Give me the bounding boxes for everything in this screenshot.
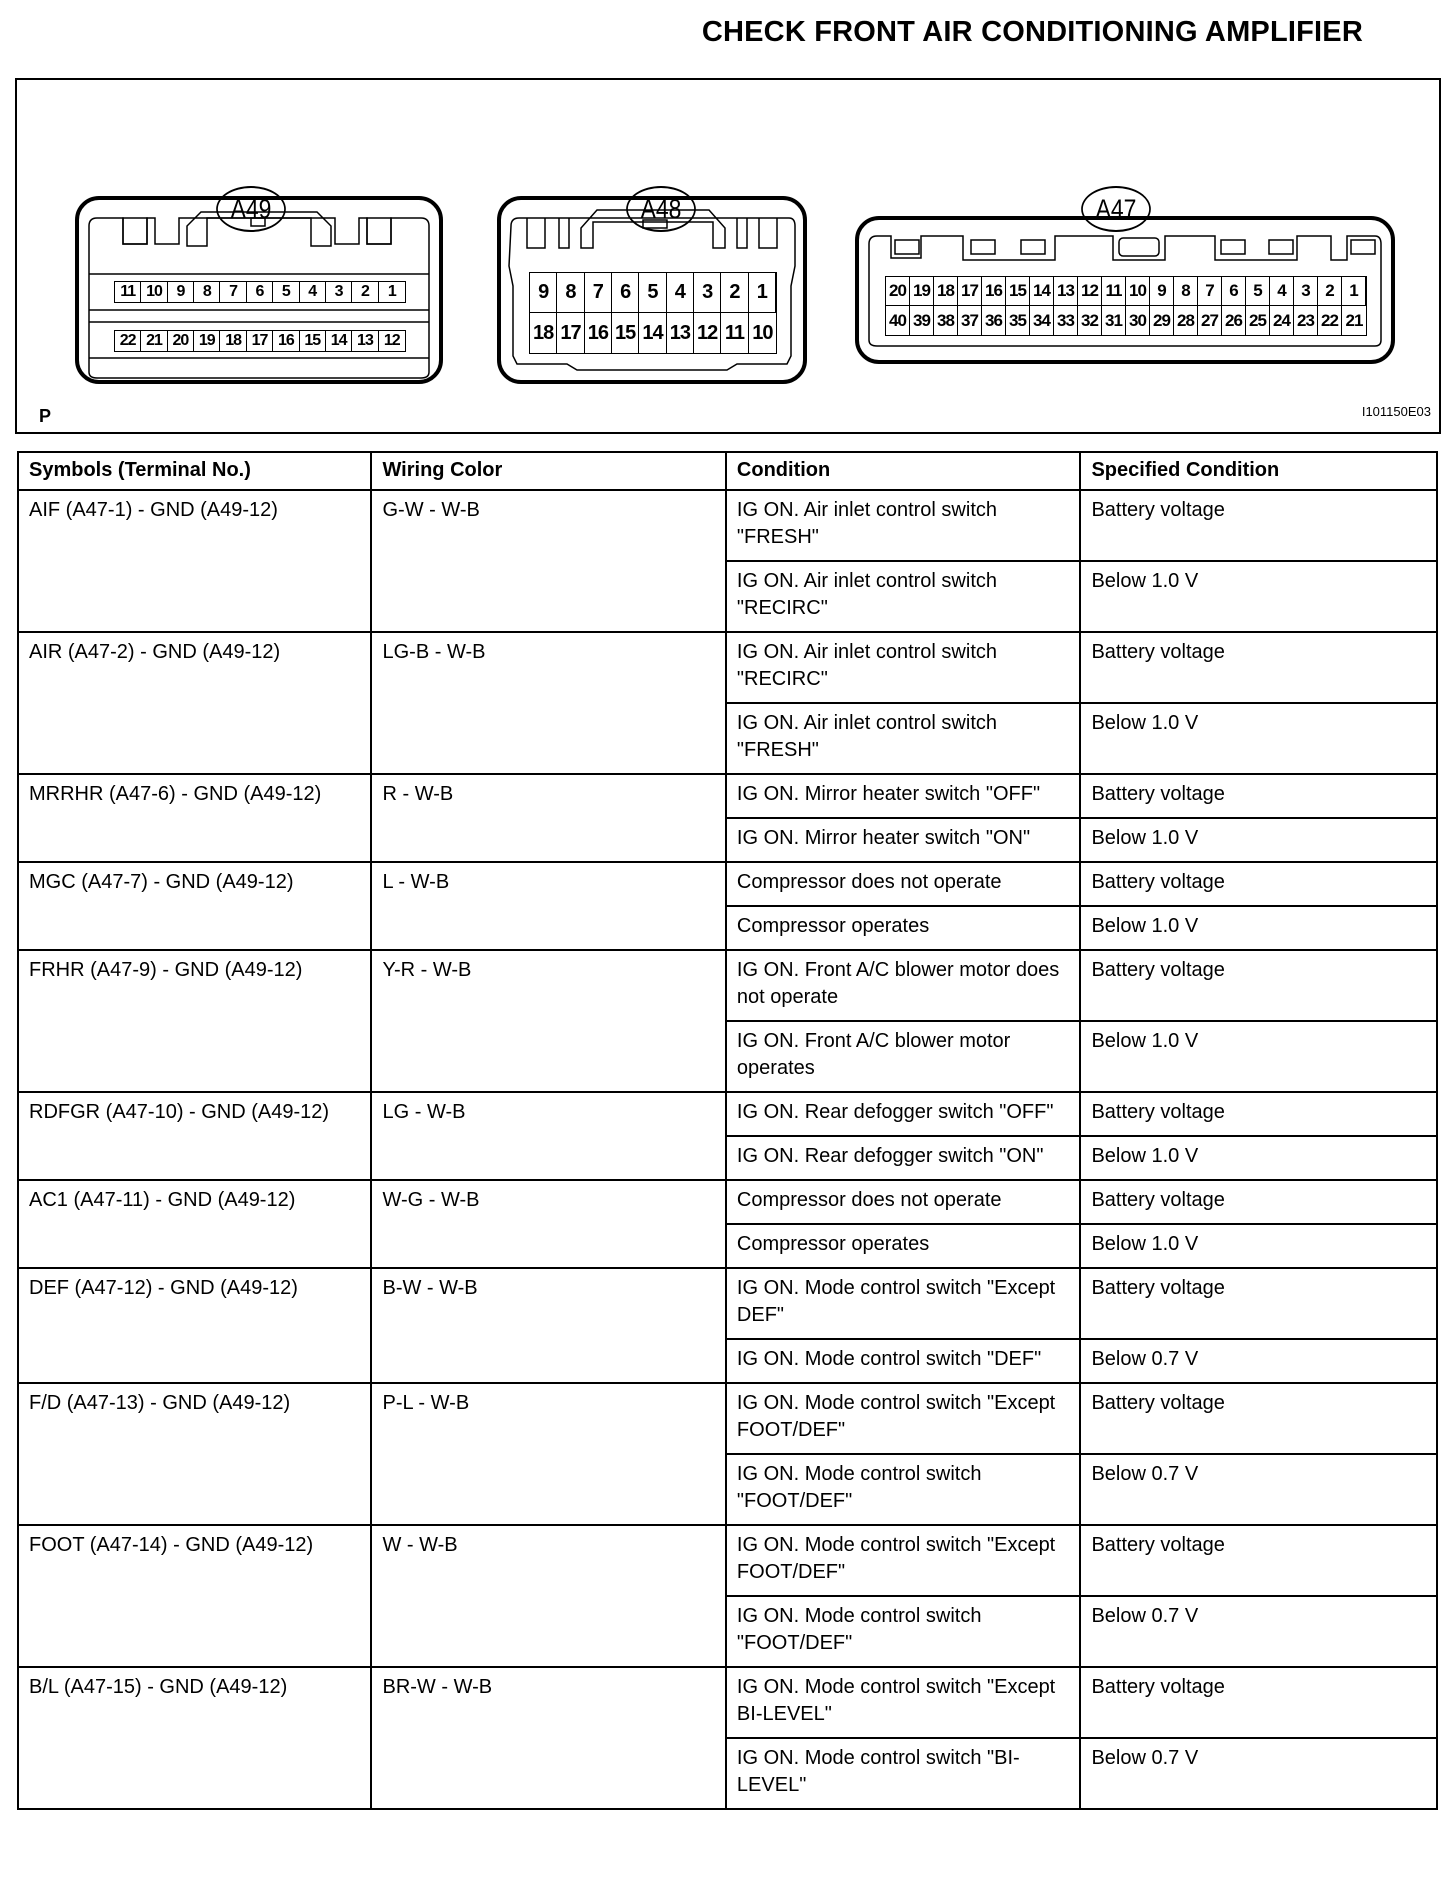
pin-number: 19 — [194, 331, 220, 351]
condition: IG ON. Mode control switch "DEF" — [726, 1339, 1081, 1383]
specified-condition: Battery voltage — [1080, 774, 1437, 818]
pin-number: 7 — [1198, 277, 1222, 306]
pin-number: 24 — [1270, 306, 1294, 335]
specified-condition: Battery voltage — [1080, 490, 1437, 561]
table-row — [18, 490, 1437, 561]
pin-number: 12 — [1078, 277, 1102, 306]
specified-condition: Battery voltage — [1080, 1180, 1437, 1224]
pin-number: 11 — [721, 313, 748, 353]
pin-number: 14 — [639, 313, 666, 353]
pin-number: 12 — [383, 332, 400, 349]
condition: IG ON. Front A/C blower motor operates — [726, 1021, 1081, 1092]
condition: IG ON. Mode control switch "Except FOOT/DEF" — [726, 1525, 1081, 1596]
pin-number: 8 — [194, 282, 220, 302]
terminal-symbol: AC1 (A47-11) - GND (A49-12) — [18, 1180, 371, 1268]
condition: IG ON. Air inlet control switch "FRESH" — [726, 490, 1081, 561]
pin-number: 23 — [1294, 306, 1318, 335]
pin-number: 20 — [168, 331, 194, 351]
pin-number: 3 — [694, 273, 721, 313]
pin-number: 10 — [141, 282, 167, 302]
specified-condition: Below 0.7 V — [1080, 1596, 1437, 1667]
pin-number: 21 — [141, 331, 167, 351]
wiring-color: LG-B - W-B — [371, 632, 725, 774]
pin-number: 12 — [694, 313, 721, 353]
pin-number: 30 — [1126, 306, 1150, 335]
pin-number: 19 — [910, 277, 934, 306]
terminal-symbol: B/L (A47-15) - GND (A49-12) — [18, 1667, 371, 1809]
table-row — [18, 632, 1437, 703]
pin-number: 5 — [273, 282, 299, 302]
pin-number: 7 — [585, 273, 612, 313]
wiring-color: Y-R - W-B — [371, 950, 725, 1092]
wiring-color: W-G - W-B — [371, 1180, 725, 1268]
connector-label-a49: A49 — [216, 186, 286, 232]
figure-code: I101150E03 — [1361, 404, 1431, 419]
wiring-color: W - W-B — [371, 1525, 725, 1667]
pin-number: 2 — [721, 273, 748, 313]
specified-condition: Battery voltage — [1080, 1383, 1437, 1454]
pin-number: 7 — [220, 282, 246, 302]
condition: IG ON. Mode control switch "BI-LEVEL" — [726, 1738, 1081, 1809]
pin-number: 1 — [1342, 277, 1366, 306]
condition: IG ON. Mirror heater switch "OFF" — [726, 774, 1081, 818]
pin-number: 6 — [247, 282, 273, 302]
header-symbols: Symbols (Terminal No.) — [18, 452, 371, 490]
pin-number: 4 — [667, 273, 694, 313]
pin-number: 8 — [557, 273, 584, 313]
pin-number: 15 — [300, 331, 326, 351]
pin-number: 9 — [168, 282, 194, 302]
view-label: P — [39, 406, 52, 426]
connector-label-a47: A47 — [1081, 186, 1151, 232]
specified-condition: Battery voltage — [1080, 862, 1437, 906]
pin-number: 5 — [1246, 277, 1270, 306]
table-row — [18, 1092, 1437, 1136]
pin-number: 5 — [639, 273, 666, 313]
header-specified-condition: Specified Condition — [1080, 452, 1437, 490]
pin-number: 16 — [982, 277, 1006, 306]
pin-number: 29 — [1150, 306, 1174, 335]
condition: Compressor operates — [726, 906, 1081, 950]
pin-number: 37 — [958, 306, 982, 335]
pin-number: 21 — [1345, 310, 1363, 330]
specified-condition: Below 0.7 V — [1080, 1339, 1437, 1383]
table-row — [18, 1268, 1437, 1339]
pin-number: 6 — [1222, 277, 1246, 306]
connector-a49-pin-row-lower — [114, 330, 406, 352]
pin-number: 4 — [1270, 277, 1294, 306]
terminal-symbol: DEF (A47-12) - GND (A49-12) — [18, 1268, 371, 1383]
terminal-symbol: AIR (A47-2) - GND (A49-12) — [18, 632, 371, 774]
header-condition: Condition — [726, 452, 1081, 490]
pin-number: 1 — [387, 283, 396, 300]
specified-condition: Battery voltage — [1080, 1268, 1437, 1339]
pin-number: 8 — [1174, 277, 1198, 306]
specified-condition: Battery voltage — [1080, 950, 1437, 1021]
pin-number: 6 — [612, 273, 639, 313]
wiring-color: G-W - W-B — [371, 490, 725, 632]
pin-number: 17 — [958, 277, 982, 306]
pin-number: 27 — [1198, 306, 1222, 335]
pin-number: 22 — [115, 331, 141, 351]
pin-number: 33 — [1054, 306, 1078, 335]
specified-condition: Below 1.0 V — [1080, 818, 1437, 862]
pin-number: 17 — [247, 331, 273, 351]
pin-number: 13 — [352, 331, 378, 351]
pin-number: 15 — [612, 313, 639, 353]
specified-condition: Below 1.0 V — [1080, 561, 1437, 632]
table-header-row — [18, 452, 1437, 490]
pin-number: 14 — [326, 331, 352, 351]
specified-condition: Below 1.0 V — [1080, 703, 1437, 774]
wiring-color: BR-W - W-B — [371, 1667, 725, 1809]
pin-number: 31 — [1102, 306, 1126, 335]
connector-a49-pin-row-upper — [114, 281, 406, 303]
connector-label-a48: A48 — [626, 186, 696, 232]
table-row — [18, 1383, 1437, 1454]
terminal-symbol: AIF (A47-1) - GND (A49-12) — [18, 490, 371, 632]
terminal-symbol: FOOT (A47-14) - GND (A49-12) — [18, 1525, 371, 1667]
pin-number: 38 — [934, 306, 958, 335]
pin-number: 1 — [749, 273, 776, 313]
condition: IG ON. Mode control switch "Except FOOT/DEF" — [726, 1383, 1081, 1454]
pin-number: 36 — [982, 306, 1006, 335]
condition: IG ON. Front A/C blower motor does not operate — [726, 950, 1081, 1021]
specified-condition: Battery voltage — [1080, 1092, 1437, 1136]
table-row — [18, 1667, 1437, 1738]
table-row — [18, 1525, 1437, 1596]
pin-number: 4 — [300, 282, 326, 302]
pin-number: 32 — [1078, 306, 1102, 335]
condition: IG ON. Rear defogger switch "OFF" — [726, 1092, 1081, 1136]
wiring-color: L - W-B — [371, 862, 725, 950]
pin-number: 15 — [1006, 277, 1030, 306]
specified-condition: Below 1.0 V — [1080, 906, 1437, 950]
pin-number: 9 — [1150, 277, 1174, 306]
wiring-color: LG - W-B — [371, 1092, 725, 1180]
condition: Compressor does not operate — [726, 1180, 1081, 1224]
pin-number: 17 — [557, 313, 584, 353]
table-row — [18, 774, 1437, 818]
connector-a47-pin-grid — [885, 276, 1367, 336]
pin-number: 3 — [326, 282, 352, 302]
pin-number: 40 — [886, 306, 910, 335]
pin-number: 13 — [667, 313, 694, 353]
pin-number: 10 — [752, 321, 773, 344]
table-row — [18, 950, 1437, 1021]
pin-number: 18 — [934, 277, 958, 306]
pin-number: 16 — [273, 331, 299, 351]
condition: IG ON. Air inlet control switch "RECIRC" — [726, 632, 1081, 703]
wiring-color: B-W - W-B — [371, 1268, 725, 1383]
specified-condition: Below 0.7 V — [1080, 1454, 1437, 1525]
wiring-color: R - W-B — [371, 774, 725, 862]
specified-condition: Battery voltage — [1080, 1525, 1437, 1596]
pin-number: 26 — [1222, 306, 1246, 335]
condition: IG ON. Mode control switch "FOOT/DEF" — [726, 1454, 1081, 1525]
check-table — [17, 451, 1438, 1810]
header-wiring-color: Wiring Color — [371, 452, 725, 490]
pin-number: 18 — [530, 313, 557, 353]
pin-number: 16 — [585, 313, 612, 353]
condition: IG ON. Air inlet control switch "FRESH" — [726, 703, 1081, 774]
terminal-symbol: FRHR (A47-9) - GND (A49-12) — [18, 950, 371, 1092]
condition: IG ON. Air inlet control switch "RECIRC" — [726, 561, 1081, 632]
table-row — [18, 862, 1437, 906]
condition: IG ON. Rear defogger switch "ON" — [726, 1136, 1081, 1180]
connector-diagram — [15, 78, 1441, 434]
pin-number: 34 — [1030, 306, 1054, 335]
terminal-symbol: MGC (A47-7) - GND (A49-12) — [18, 862, 371, 950]
condition: Compressor does not operate — [726, 862, 1081, 906]
connector-a48-pin-grid — [529, 272, 777, 354]
specified-condition: Below 1.0 V — [1080, 1021, 1437, 1092]
pin-number: 11 — [1102, 277, 1126, 306]
pin-number: 9 — [530, 273, 557, 313]
condition: IG ON. Mode control switch "Except DEF" — [726, 1268, 1081, 1339]
condition: IG ON. Mirror heater switch "ON" — [726, 818, 1081, 862]
pin-number: 22 — [1318, 306, 1342, 335]
terminal-symbol: MRRHR (A47-6) - GND (A49-12) — [18, 774, 371, 862]
specified-condition: Below 0.7 V — [1080, 1738, 1437, 1809]
pin-number: 10 — [1126, 277, 1150, 306]
pin-number: 20 — [886, 277, 910, 306]
condition: IG ON. Mode control switch "FOOT/DEF" — [726, 1596, 1081, 1667]
specified-condition: Battery voltage — [1080, 632, 1437, 703]
pin-number: 13 — [1054, 277, 1078, 306]
pin-number: 39 — [910, 306, 934, 335]
pin-number: 14 — [1030, 277, 1054, 306]
specified-condition: Below 1.0 V — [1080, 1136, 1437, 1180]
pin-number: 18 — [220, 331, 246, 351]
specified-condition: Battery voltage — [1080, 1667, 1437, 1738]
pin-number: 2 — [1318, 277, 1342, 306]
wiring-color: P-L - W-B — [371, 1383, 725, 1525]
pin-number: 3 — [1294, 277, 1318, 306]
condition: Compressor operates — [726, 1224, 1081, 1268]
table-row — [18, 1180, 1437, 1224]
pin-number: 28 — [1174, 306, 1198, 335]
pin-number: 2 — [352, 282, 378, 302]
terminal-symbol: RDFGR (A47-10) - GND (A49-12) — [18, 1092, 371, 1180]
pin-number: 11 — [115, 282, 141, 302]
pin-number: 35 — [1006, 306, 1030, 335]
specified-condition: Below 1.0 V — [1080, 1224, 1437, 1268]
page-title: CHECK FRONT AIR CONDITIONING AMPLIFIER — [701, 16, 1363, 48]
terminal-symbol: F/D (A47-13) - GND (A49-12) — [18, 1383, 371, 1525]
condition: IG ON. Mode control switch "Except BI-LEVEL" — [726, 1667, 1081, 1738]
pin-number: 25 — [1246, 306, 1270, 335]
